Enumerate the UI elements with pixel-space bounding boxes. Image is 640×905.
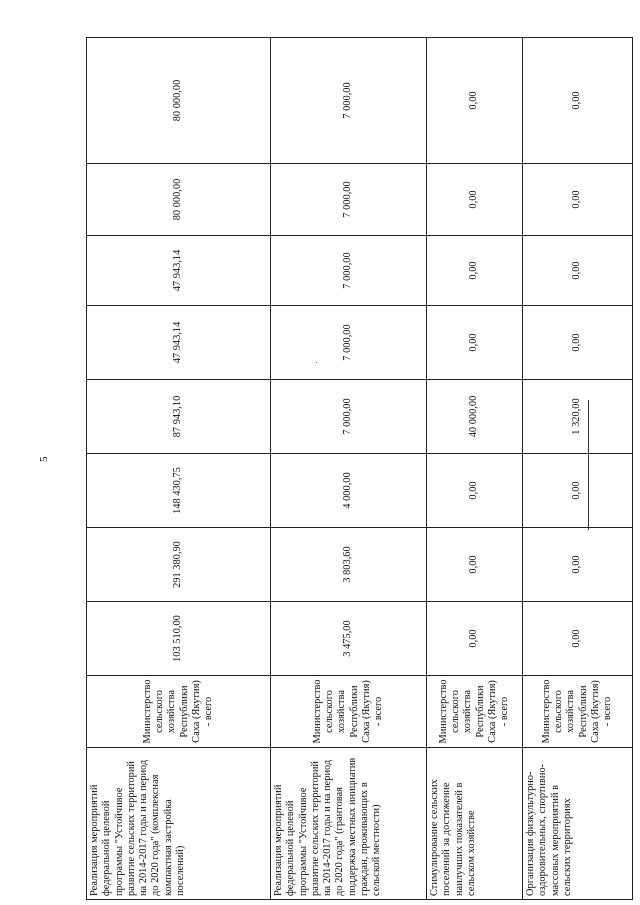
value-cell: 0,00 (523, 164, 633, 236)
value-cell: 0,00 (427, 236, 523, 306)
value-cell: 148 430,75 (87, 454, 271, 528)
activity-name: Реализация мероприятий федеральной целевой программы "Устойчивое развитие сельских территорий на 2014-2017 годы и на период до 2020 года" (грантовая поддержка местных инициатив граждан, проживающих в сельской местности) (271, 748, 427, 900)
value-cell: 3 475,00 (271, 602, 427, 676)
rotated-table-frame (86, 38, 632, 900)
value-cell: 0,00 (523, 528, 633, 602)
activity-name: Стимулирование сельских поселений за достижение наилучших показателей в сельском хозяйстве (427, 748, 523, 900)
program-funding-table (86, 37, 633, 900)
value-cell: 0,00 (427, 602, 523, 676)
responsible-executor: Министерство сельского хозяйства Республики Саха (Якутия) - всего (523, 676, 633, 748)
activity-name: Реализация мероприятий федеральной целевой программы "Устойчивое развитие сельских территорий на 2014-2017 годы и на период до 2020 года" (комплексная компактная застройка поселений) (87, 748, 271, 900)
value-cell: 0,00 (523, 236, 633, 306)
value-cell: 3 803,60 (271, 528, 427, 602)
table-row (427, 38, 523, 900)
value-cell: 47 943,14 (87, 306, 271, 380)
value-cell: 0,00 (427, 38, 523, 164)
table-row (87, 38, 271, 900)
value-cell: 7 000,00 (271, 38, 427, 164)
value-cell: 7 000,00 (271, 164, 427, 236)
value-cell: 7 000,00 (271, 306, 427, 380)
value-cell: 4 000,00 (271, 454, 427, 528)
value-cell: 7 000,00 (271, 380, 427, 454)
value-cell: 87 943,10 (87, 380, 271, 454)
value-cell: 80 000,00 (87, 164, 271, 236)
value-cell: 291 380,90 (87, 528, 271, 602)
value-cell: 0,00 (523, 454, 633, 528)
value-cell: 0,00 (427, 528, 523, 602)
responsible-executor: Министерство сельского хозяйства Республики Саха (Якутия) - всего (87, 676, 271, 748)
table-row (271, 38, 427, 900)
value-cell: 80 000,00 (87, 38, 271, 164)
value-cell: 0,00 (523, 602, 633, 676)
table-row (523, 38, 633, 900)
value-cell: 0,00 (523, 306, 633, 380)
value-cell: 40 000,00 (427, 380, 523, 454)
value-cell: 47 943,14 (87, 236, 271, 306)
value-cell: 0,00 (523, 38, 633, 164)
page-number: 5 (38, 456, 50, 462)
value-cell: 1 320,00 (523, 380, 633, 454)
value-cell: 0,00 (427, 164, 523, 236)
responsible-executor: Министерство сельского хозяйства Республики Саха (Якутия) - всего (427, 676, 523, 748)
responsible-executor: Министерство сельского хозяйства Республики Саха (Якутия) - всего (271, 676, 427, 748)
value-cell: 0,00 (427, 454, 523, 528)
activity-name: Организация физкультурно-оздоровительных, спортивно-массовых мероприятий в сельских территориях (523, 748, 633, 900)
value-cell: 103 510,00 (87, 602, 271, 676)
value-cell: 0,00 (427, 306, 523, 380)
value-cell: 7 000,00 (271, 236, 427, 306)
